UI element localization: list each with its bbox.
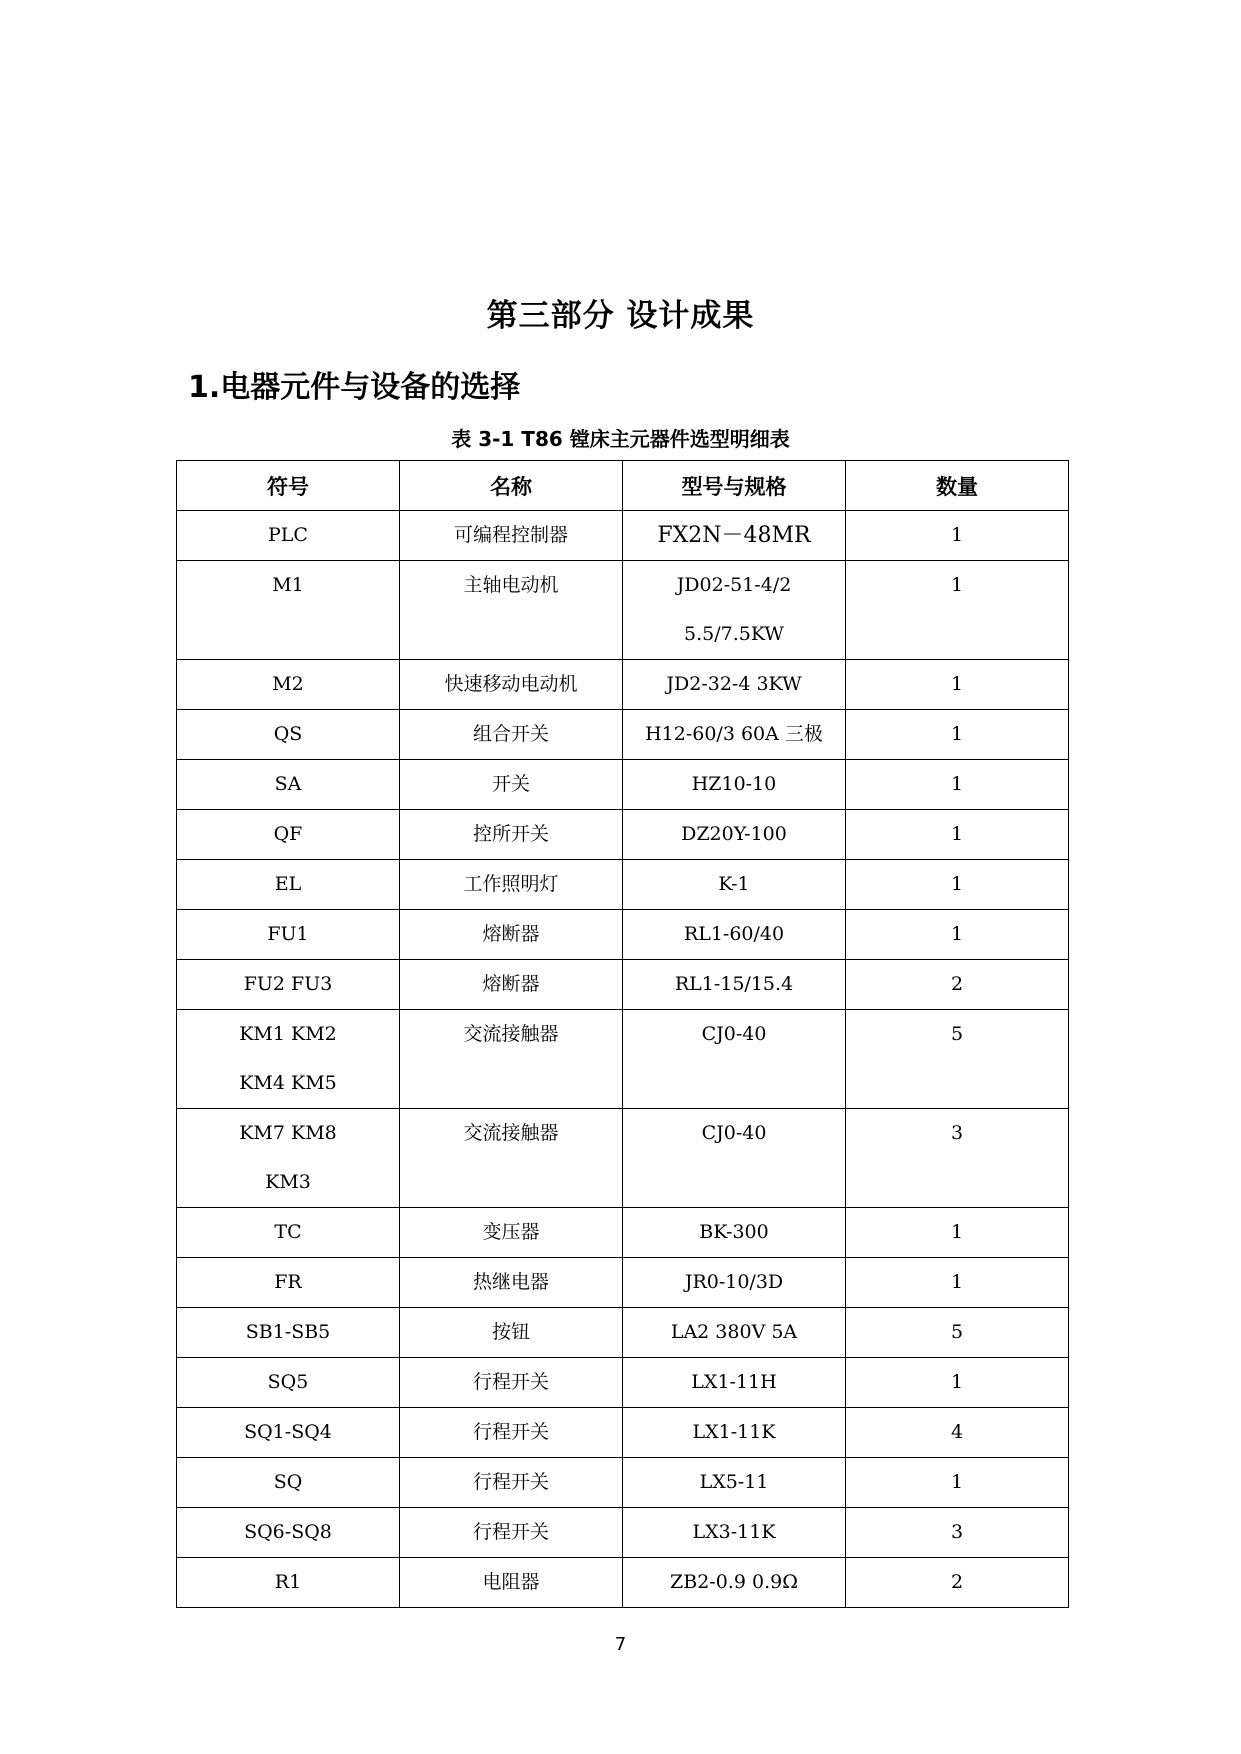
cell-model <box>623 1308 846 1358</box>
cell-name-text: 行程开关 <box>472 1371 549 1393</box>
cell-symbol <box>177 1109 400 1208</box>
cell-symbol <box>177 1308 400 1358</box>
cell-name <box>400 1308 623 1358</box>
cell-name <box>400 860 623 910</box>
cell-model-line: CJ0-40 <box>701 1023 767 1045</box>
cell-model <box>623 860 846 910</box>
cell-quantity <box>846 1408 1069 1458</box>
cell-symbol-line: KM4 KM5 <box>239 1072 337 1094</box>
cell-symbol-line: FR <box>274 1271 302 1293</box>
cell-symbol <box>177 561 400 660</box>
cell-symbol-line: TC <box>274 1221 302 1243</box>
cell-name <box>400 1508 623 1558</box>
cell-quantity <box>846 1010 1069 1109</box>
section-title: 1.电器元件与设备的选择 <box>188 370 521 405</box>
table-row <box>177 1258 1069 1308</box>
cell-symbol <box>177 710 400 760</box>
cell-name-text: 工作照明灯 <box>463 873 559 895</box>
cell-model-line: LX5-11 <box>699 1471 769 1493</box>
cell-model-line: LX3-11K <box>692 1521 776 1543</box>
cell-name-text: 熔断器 <box>482 973 540 995</box>
header-symbol: 符号 <box>177 461 400 511</box>
page-number: 7 <box>614 1634 627 1655</box>
cell-model <box>623 1408 846 1458</box>
cell-quantity-text: 1 <box>950 773 964 795</box>
table-row <box>177 1109 1069 1208</box>
cell-model-line: HZ10-10 <box>691 773 777 795</box>
cell-model <box>623 710 846 760</box>
cell-model <box>623 1508 846 1558</box>
cell-symbol <box>177 810 400 860</box>
cell-quantity-text: 5 <box>950 1321 964 1343</box>
cell-quantity <box>846 1109 1069 1208</box>
cell-quantity <box>846 760 1069 810</box>
cell-name-text: 按钮 <box>491 1321 530 1343</box>
cell-symbol <box>177 660 400 710</box>
cell-quantity <box>846 810 1069 860</box>
cell-symbol-line: EL <box>274 873 302 895</box>
cell-quantity <box>846 860 1069 910</box>
cell-quantity-text: 1 <box>950 1371 964 1393</box>
header-name: 名称 <box>400 461 623 511</box>
cell-model-line: ZB2-0.9 0.9Ω <box>670 1571 798 1593</box>
cell-symbol-line: SQ1-SQ4 <box>244 1421 332 1443</box>
cell-name <box>400 1258 623 1308</box>
cell-model-line: LX1-11K <box>692 1421 776 1443</box>
cell-quantity <box>846 910 1069 960</box>
cell-symbol-line: M2 <box>272 673 304 695</box>
cell-model <box>623 1109 846 1208</box>
cell-symbol-line: R1 <box>274 1571 302 1593</box>
cell-symbol <box>177 960 400 1010</box>
cell-model <box>623 1358 846 1408</box>
cell-model-line: JD2-32-4 3KW <box>666 673 802 695</box>
cell-symbol <box>177 511 400 561</box>
cell-symbol <box>177 860 400 910</box>
part-title: 第三部分 设计成果 <box>486 298 755 334</box>
cell-model <box>623 1558 846 1608</box>
cell-quantity-text: 1 <box>950 823 964 845</box>
cell-quantity-text: 3 <box>950 1521 964 1543</box>
cell-symbol-line: QF <box>273 823 303 845</box>
cell-model-line: BK-300 <box>699 1221 769 1243</box>
cell-symbol-line: M1 <box>272 574 304 596</box>
cell-model <box>623 1258 846 1308</box>
table-header-row <box>177 461 1069 511</box>
cell-name <box>400 1558 623 1608</box>
cell-name <box>400 760 623 810</box>
table-body <box>177 511 1069 1608</box>
cell-quantity <box>846 660 1069 710</box>
cell-symbol <box>177 1208 400 1258</box>
cell-symbol <box>177 1508 400 1558</box>
cell-model <box>623 810 846 860</box>
table-row <box>177 1458 1069 1508</box>
table-row <box>177 1358 1069 1408</box>
cell-model-line: CJ0-40 <box>701 1122 767 1144</box>
table-row <box>177 760 1069 810</box>
cell-symbol <box>177 760 400 810</box>
cell-model <box>623 1458 846 1508</box>
table-row <box>177 1558 1069 1608</box>
cell-name-text: 变压器 <box>482 1221 540 1243</box>
cell-quantity-text: 3 <box>950 1122 964 1144</box>
cell-symbol-line: QS <box>273 723 303 745</box>
cell-quantity <box>846 960 1069 1010</box>
cell-model-line: K-1 <box>718 873 750 895</box>
header-quantity: 数量 <box>846 461 1069 511</box>
cell-quantity-text: 1 <box>950 923 964 945</box>
cell-symbol-line: KM1 KM2 <box>239 1023 337 1045</box>
cell-quantity-text: 1 <box>950 524 964 546</box>
cell-name <box>400 511 623 561</box>
cell-symbol-line: FU2 FU3 <box>243 973 333 995</box>
cell-quantity <box>846 710 1069 760</box>
cell-name-text: 行程开关 <box>472 1421 549 1443</box>
cell-quantity <box>846 561 1069 660</box>
cell-name-text: 开关 <box>491 773 530 795</box>
cell-name-text: 组合开关 <box>472 723 549 745</box>
table-row <box>177 810 1069 860</box>
cell-name-text: 熔断器 <box>482 923 540 945</box>
table-row <box>177 710 1069 760</box>
component-table <box>176 460 1069 1608</box>
cell-symbol <box>177 1458 400 1508</box>
cell-quantity-text: 5 <box>950 1023 964 1045</box>
cell-model-line: LX1-11H <box>691 1371 777 1393</box>
cell-symbol <box>177 1358 400 1408</box>
table-row <box>177 1308 1069 1358</box>
cell-name-text: 控所开关 <box>472 823 549 845</box>
cell-name <box>400 1010 623 1109</box>
cell-name-text: 主轴电动机 <box>463 574 559 596</box>
cell-model-line: H12-60/3 60A 三极 <box>645 723 823 745</box>
cell-model-line: 5.5/7.5KW <box>684 623 784 645</box>
cell-name-text: 行程开关 <box>472 1521 549 1543</box>
cell-quantity <box>846 511 1069 561</box>
table-row <box>177 860 1069 910</box>
cell-symbol-line: FU1 <box>267 923 309 945</box>
cell-model-line: FX2N－48MR <box>657 523 811 548</box>
cell-name <box>400 910 623 960</box>
cell-model-line: LA2 380V 5A <box>670 1321 798 1343</box>
cell-symbol-line: SA <box>274 773 302 795</box>
cell-symbol-line: KM7 KM8 <box>239 1122 337 1144</box>
cell-quantity <box>846 1508 1069 1558</box>
cell-name <box>400 1358 623 1408</box>
cell-quantity <box>846 1208 1069 1258</box>
cell-model <box>623 1208 846 1258</box>
cell-name <box>400 1109 623 1208</box>
cell-quantity-text: 1 <box>950 1271 964 1293</box>
cell-quantity-text: 1 <box>950 873 964 895</box>
cell-quantity-text: 1 <box>950 1221 964 1243</box>
cell-symbol <box>177 910 400 960</box>
cell-symbol-line: SQ <box>273 1471 303 1493</box>
cell-name-text: 快速移动电动机 <box>444 673 578 695</box>
cell-quantity-text: 4 <box>950 1421 964 1443</box>
cell-quantity <box>846 1308 1069 1358</box>
cell-quantity-text: 1 <box>950 723 964 745</box>
cell-quantity <box>846 1258 1069 1308</box>
cell-model <box>623 561 846 660</box>
cell-quantity-text: 1 <box>950 574 964 596</box>
table-row <box>177 561 1069 660</box>
table-row <box>177 1508 1069 1558</box>
cell-name-text: 热继电器 <box>472 1271 549 1293</box>
cell-model-line: JD02-51-4/2 <box>676 574 792 596</box>
table-row <box>177 960 1069 1010</box>
cell-name <box>400 660 623 710</box>
table-row <box>177 1208 1069 1258</box>
cell-name <box>400 561 623 660</box>
cell-model-line: DZ20Y-100 <box>681 823 787 845</box>
cell-name-text: 交流接触器 <box>463 1122 559 1144</box>
cell-symbol-line: PLC <box>268 524 308 546</box>
cell-name-text: 可编程控制器 <box>453 524 568 546</box>
cell-name-text: 交流接触器 <box>463 1023 559 1045</box>
cell-name <box>400 1208 623 1258</box>
cell-symbol <box>177 1258 400 1308</box>
cell-model <box>623 1010 846 1109</box>
cell-model <box>623 660 846 710</box>
cell-model-line: RL1-15/15.4 <box>674 973 794 995</box>
cell-quantity <box>846 1558 1069 1608</box>
cell-symbol <box>177 1010 400 1109</box>
table-caption: 表 3-1 T86 镗床主元器件选型明细表 <box>451 427 790 451</box>
table-row <box>177 511 1069 561</box>
cell-name-text: 电阻器 <box>482 1571 540 1593</box>
cell-name <box>400 1458 623 1508</box>
cell-quantity <box>846 1358 1069 1408</box>
cell-quantity-text: 1 <box>950 1471 964 1493</box>
cell-name <box>400 1408 623 1458</box>
table-row <box>177 660 1069 710</box>
table-row <box>177 910 1069 960</box>
cell-symbol-line: SQ6-SQ8 <box>244 1521 332 1543</box>
cell-model <box>623 960 846 1010</box>
cell-quantity <box>846 1458 1069 1508</box>
cell-symbol-line: KM3 <box>265 1171 311 1193</box>
cell-name-text: 行程开关 <box>472 1471 549 1493</box>
cell-quantity-text: 2 <box>950 1571 964 1593</box>
table-row <box>177 1010 1069 1109</box>
cell-model <box>623 760 846 810</box>
cell-model <box>623 910 846 960</box>
cell-name <box>400 810 623 860</box>
cell-symbol <box>177 1408 400 1458</box>
cell-model-line: RL1-60/40 <box>683 923 785 945</box>
cell-model-line: JR0-10/3D <box>684 1271 784 1293</box>
cell-name <box>400 710 623 760</box>
cell-quantity-text: 2 <box>950 973 964 995</box>
cell-model <box>623 511 846 561</box>
cell-symbol-line: SQ5 <box>267 1371 309 1393</box>
cell-quantity-text: 1 <box>950 673 964 695</box>
cell-symbol-line: SB1-SB5 <box>245 1321 331 1343</box>
table-row <box>177 1408 1069 1458</box>
cell-name <box>400 960 623 1010</box>
header-model: 型号与规格 <box>623 461 846 511</box>
cell-symbol <box>177 1558 400 1608</box>
